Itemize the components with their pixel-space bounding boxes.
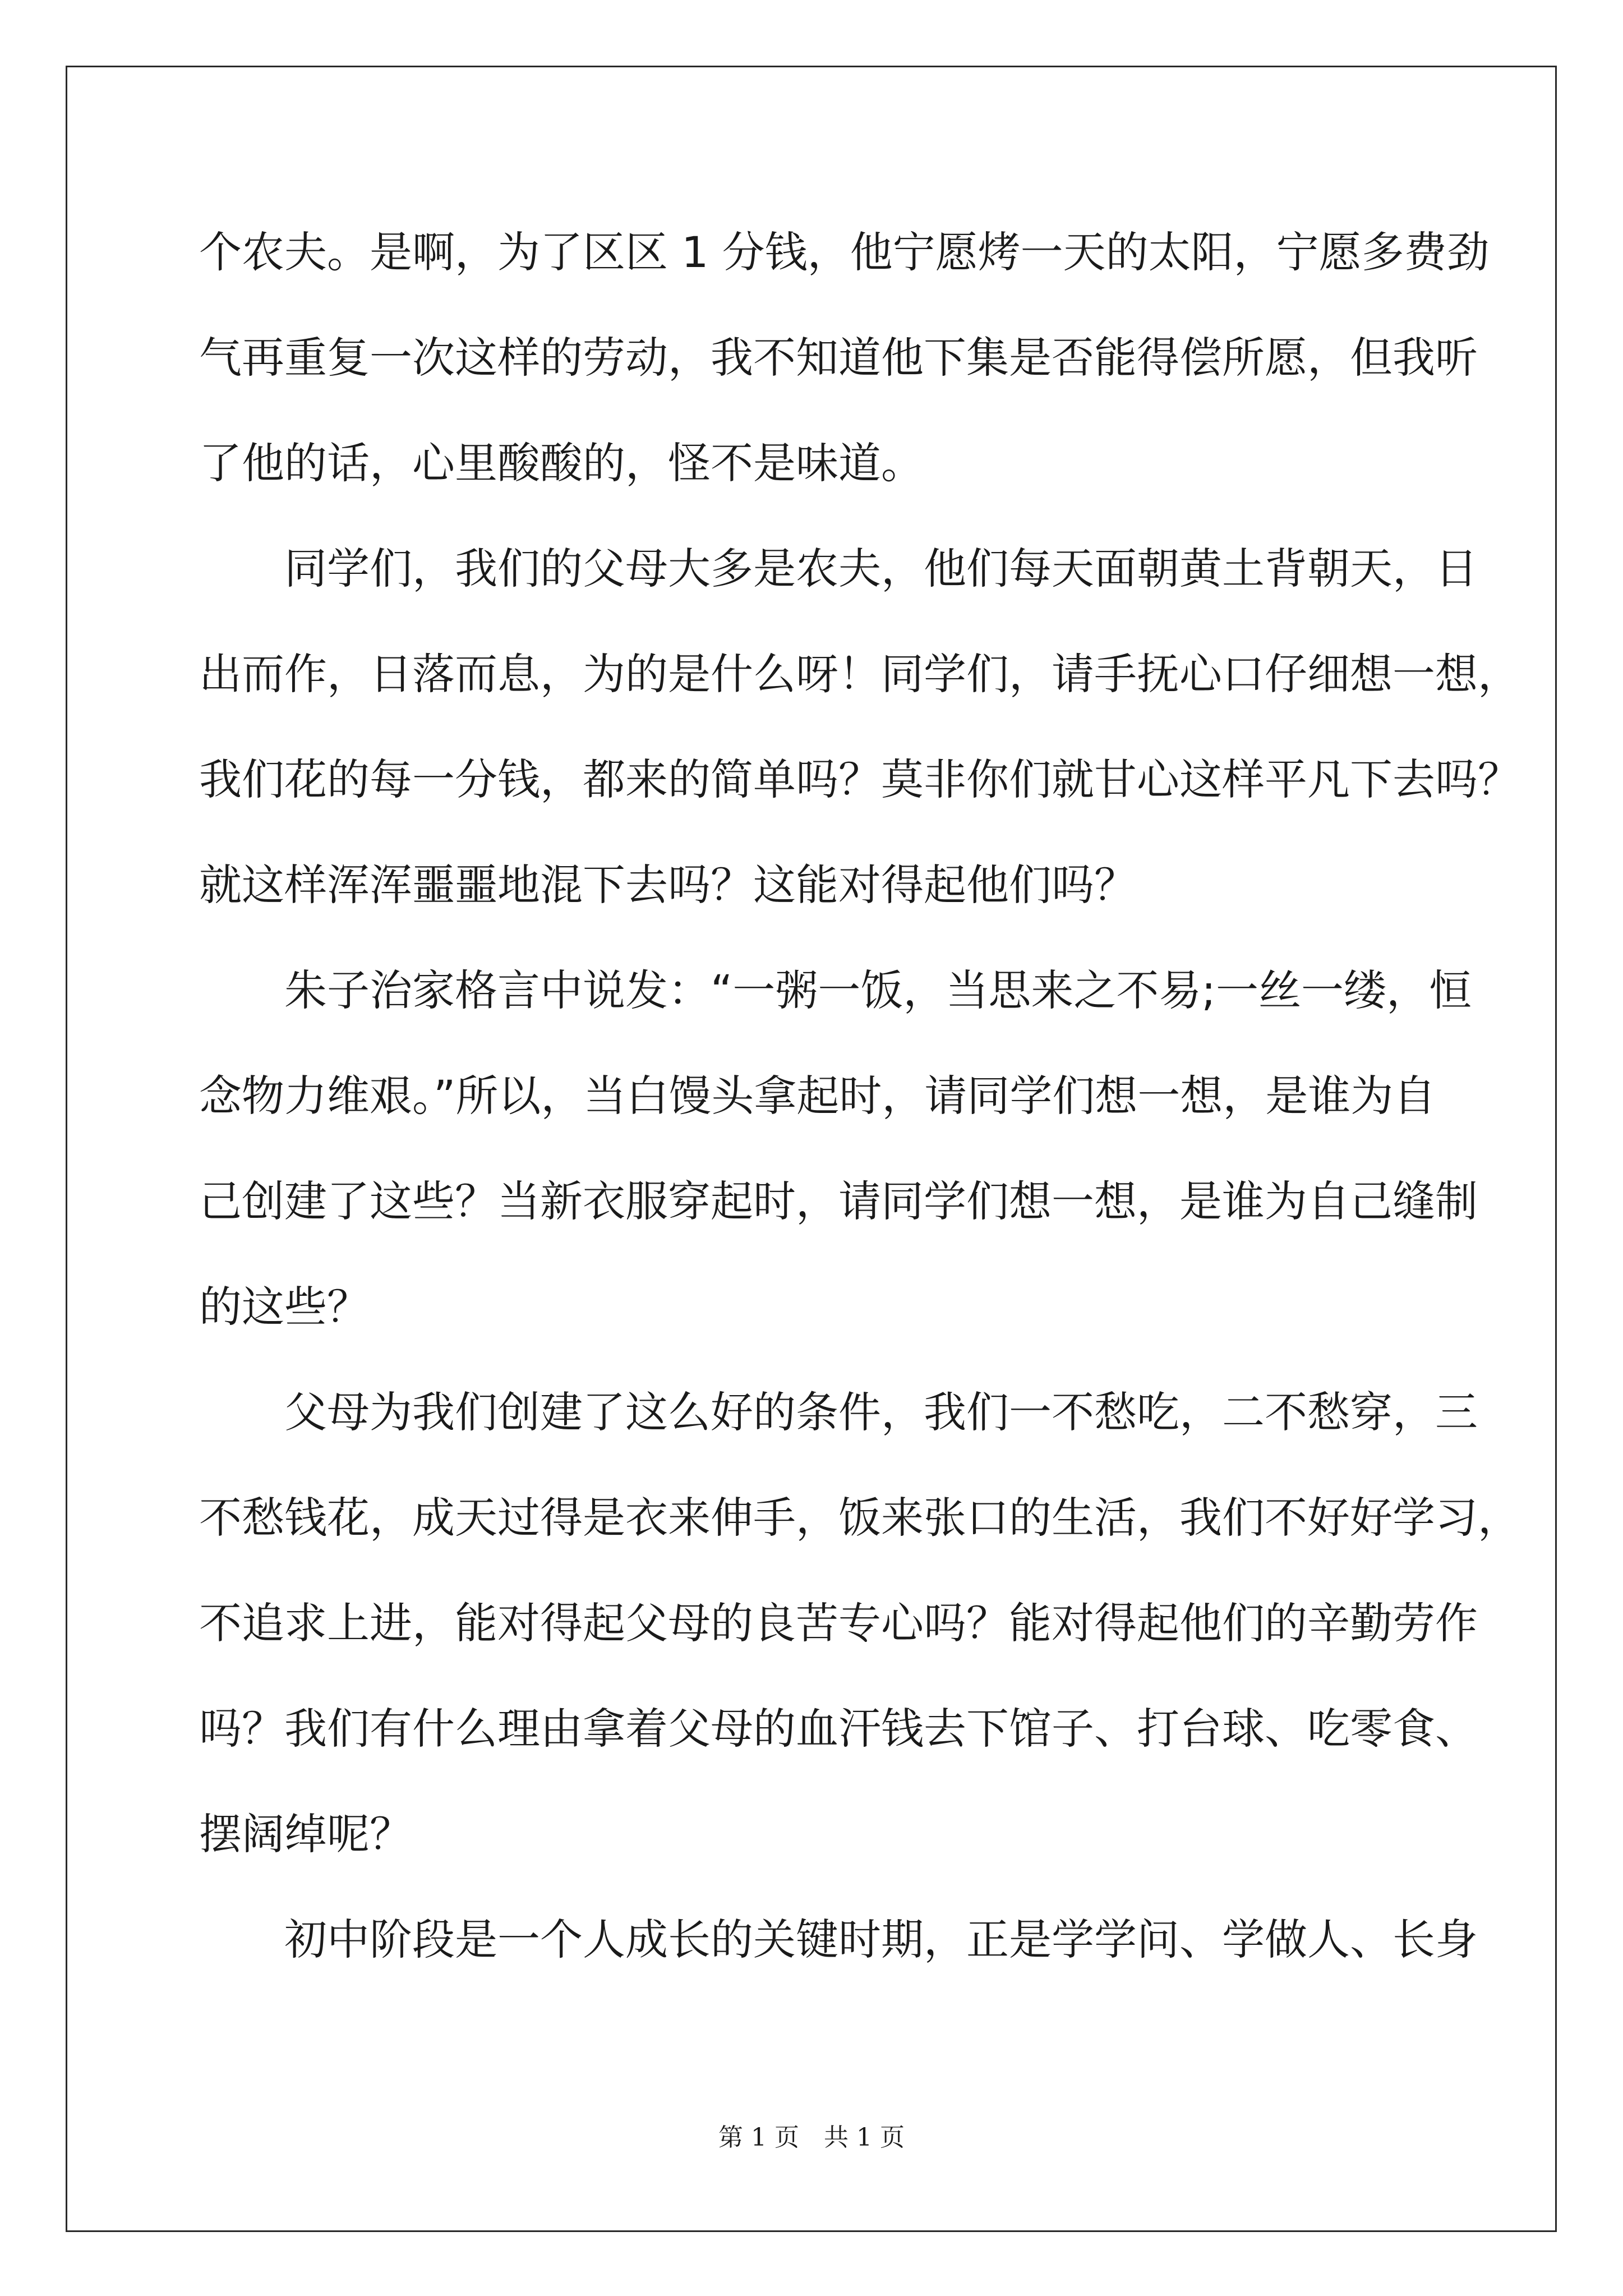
text-line: 念物力维艰。”所以，当白馒头拿起时，请同学们想一想，是谁为自 [199,1071,1436,1121]
page-number-footer: 第 1 页 共 1 页 [718,2123,905,2152]
text-line: 朱子治家格言中说发：“一粥一饭，当思来之不易;一丝一缕，恒 [199,965,1472,1015]
text-line: 气再重复一次这样的劳动，我不知道他下集是否能得偿所愿，但我听 [199,333,1478,383]
text-line: 同学们，我们的父母大多是农夫，他们每天面朝黄土背朝天，日 [199,544,1478,593]
text-line: 了他的话，心里酸酸的，怪不是味道。 [199,438,924,488]
text-line: 我们花的每一分钱，都来的简单吗？莫非你们就甘心这样平凡下去吗？ [199,754,1520,804]
text-line: 出而作，日落而息，为的是什么呀！同学们，请手抚心口仔细想一想， [199,649,1520,699]
text-line: 己创建了这些？当新衣服穿起时，请同学们想一想，是谁为自己缝制 [199,1176,1478,1226]
text-line: 个农夫。是啊，为了区区 1 分钱，他宁愿烤一天的太阳，宁愿多费劲 [199,227,1490,277]
text-line: 不追求上进，能对得起父母的良苦专心吗？能对得起他们的辛勤劳作 [199,1598,1478,1648]
text-line: 不愁钱花，成天过得是衣来伸手，饭来张口的生活，我们不好好学习， [199,1493,1520,1543]
text-line: 初中阶段是一个人成长的关键时期，正是学学问、学做人、长身 [199,1915,1478,1964]
text-line: 就这样浑浑噩噩地混下去吗？这能对得起他们吗？ [199,860,1137,910]
text-line: 摆阔绰呢？ [199,1809,412,1859]
text-line: 的这些？ [199,1282,370,1332]
text-line: 吗？我们有什么理由拿着父母的血汗钱去下馆子、打台球、吃零食、 [199,1704,1478,1754]
text-line: 父母为我们创建了这么好的条件，我们一不愁吃，二不愁穿，三 [199,1387,1478,1437]
page-border [66,66,1557,2232]
